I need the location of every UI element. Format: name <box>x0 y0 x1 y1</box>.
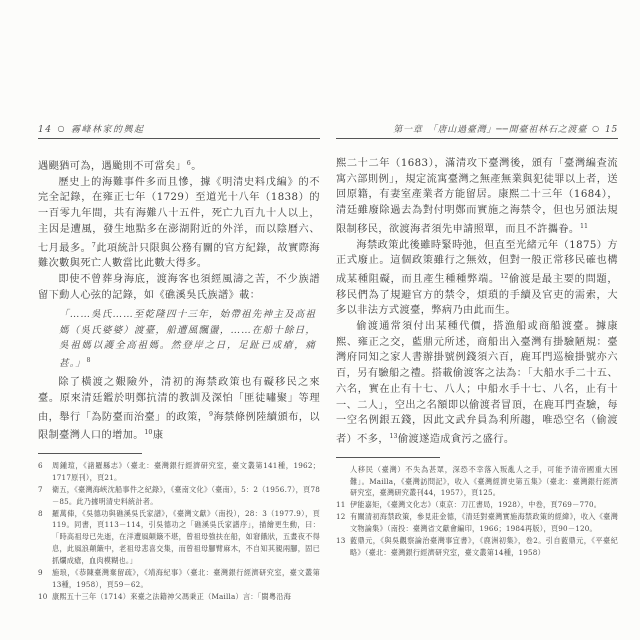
header-ornament-icon: ○ <box>57 124 66 133</box>
footnote-text: 羅萬俥，《吳德功與礁溪吳氏家譜》，《臺灣文獻》（南投），28：3（1977.9），頁119。同書，頁113－114，引吳德功之「礁溪吳氏家譜序」，描繪更生動，曰：「時高祖母已先逝，在洋遭風顛簸不堪，曾祖母強扶在船，如窘餓狀，五晝夜不得息，此風浪顛簸中，老祖母悲喜交集，而曾祖母腳臂麻木，不自知其親兩腳，固已抓爛成瘡，血肉模糊也。」 <box>52 508 320 566</box>
footnote-item <box>38 508 320 568</box>
right-page-number: 15 <box>604 125 618 135</box>
footnote-text: 康熙五十三年（1714）來臺之法籍神父馮秉正（Mailla）言：「閩粵沿海 <box>52 591 291 601</box>
footnote-marker: 7 <box>91 241 96 249</box>
body-paragraph: 海禁政策此後雖時緊時弛，但直至光緒元年（1875）方正式廢止。這個政策雖行之無效，但對一般正常移民確也構成某種阻礙，而且產生種種弊端。$^{12}$偷渡是最主要的問題，移民們為了規避官方的禁令，煩瑣的手續及官吏的需索，大多以非法方式渡臺，弊病乃由此而生。 <box>336 239 619 317</box>
footnote-text: 有關清初海禁政策，參見莊金德，《清廷對臺灣實施海禁政策的經緯》，收入《臺灣文物論集》（南投：臺灣省文獻會編印，1966；1984再版），頁90－120。 <box>350 512 618 534</box>
footnote-item <box>336 511 618 535</box>
footnote-marker: 11 <box>580 222 589 230</box>
footnote-number: 13 <box>336 536 346 546</box>
left-page-header <box>38 122 320 139</box>
footnote-text: 周鍾瑄，《諸羅縣志》（臺北：臺灣銀行經濟研究室，臺文叢第141種，1962；1717原刊），頁21。 <box>52 460 320 482</box>
footnote-marker: 13 <box>389 432 398 440</box>
footnote-marker: 12 <box>500 272 509 280</box>
footnote-item <box>336 499 618 511</box>
body-paragraph: 偷渡通常須付出某種代價，搭漁船或商船渡臺。據康熙、雍正之交，藍鼎元所述，商船出入臺灣有掛驗陋規：臺灣府同知之家人書辦掛號例錢須六百，鹿耳門巡檢掛號亦六百，另有驗船之禮。搭載偷渡客之法為：「大船水手二十五、六名，實在止有十七、八人；中船水手十七、八名，止有十一、二人」，空出之名額即以偷渡者冒頂，在鹿耳門查驗，每一空名例銀五錢，因此文武弁員為利所趨，唯恐空名（偷渡者）不多，$^{13}$偷渡遂造成貪污之盛行。 <box>336 321 618 445</box>
left-footnote-separator <box>38 453 142 454</box>
footnote-item <box>38 567 320 591</box>
body-paragraph: 除了橫渡之艱險外，清初的海禁政策也有礙移民之來臺。原來清廷鑑於明鄭抗清的教訓及深怕「匪徒嘯聚」等理由，舉行「為防臺而治臺」的政策，$^9$海禁條例陸續頒布，以限制臺灣人口的增加。$^{10}$康 <box>38 377 320 442</box>
footnote-marker: 6 <box>186 160 191 167</box>
footnote-item <box>336 535 618 559</box>
left-page-number: 14 <box>38 125 53 135</box>
footnote-text: 藍鼎元，《與吳觀察論治臺灣事宜書》，《鹿洲初集》，卷2。引自藍鼎元，《平臺紀略》（臺北：臺灣銀行經濟研究室，臺文叢第14種，1958） <box>350 536 618 557</box>
footnote-text: 衛五，《臺灣海峽沈船事件之紀錄》，《臺南文化》（臺南），5：2（1956.7），頁78－85。此乃據明清史料統計者。 <box>52 484 320 506</box>
footnote-item <box>38 591 320 603</box>
left-page <box>38 122 320 603</box>
footnote-item <box>38 460 320 484</box>
body-paragraph: 熙二十二年（1683），滿清攻下臺灣後，頒有「臺灣編查流寓六部則例」，規定流寓臺灣之無產無業與犯徒罪以上者，送回原籍，有妻室產業者方能留居。康熙二十三年（1684），清廷雖廢除過去為對付明鄭而實施之海禁令，但也另頒法規限制移民，欲渡海者須先申請照單，而且不許攜眷。$^{11}$ <box>336 158 618 235</box>
book-title: 霧峰林家的興起 <box>70 125 145 135</box>
footnote-number: 7 <box>38 484 43 494</box>
footnote-number: 9 <box>38 568 43 578</box>
footnote-number: 8 <box>38 508 43 518</box>
footnote-text: 人移民（臺灣）不失為甚眾，深恐不幸落入叛亂人之手，可能予清帝國重大困難」。Mailla，《臺灣訪問記》，收入《臺灣經濟史第五集》（臺北：臺灣銀行經濟研究室，臺灣研究叢刊44，1957），頁125。 <box>350 464 618 498</box>
body-paragraph: 歷史上的海難事件多而且慘，據《明清史料戊編》的不完全記錄，在雍正七年（1729）至道光十八年（1838）的一百零九年間，共有海難八十五件，死亡九百九十人以上，主因是遭風，發生地點多在澎湖附近的外洋，而以陰曆六、七月最多。$^7$此項統計只限與公務有關的官方紀錄，故實際海難次數與死亡人數當比此數大得多。 <box>38 176 320 270</box>
footnote-text: 伊能嘉矩，《臺灣文化志》（東京：刀江書局，1928），中卷，頁769－770。 <box>350 500 602 510</box>
footnote-number: 12 <box>336 512 346 522</box>
footnote-item <box>38 484 320 508</box>
right-page <box>336 122 618 603</box>
left-body-text <box>38 156 320 444</box>
footnote-number: 6 <box>38 460 43 470</box>
quote-block: 「……吳氏……至乾隆四十三年，始帶祖先神主及高祖媽（吳氏婆婆）渡臺，船遭風飄盪，……在船十餘日，吳祖媽以護全高祖媽。然登岸之日，足趾已成瘡，痛甚。」$^8$ <box>59 309 316 369</box>
right-footnote-separator <box>336 457 440 458</box>
footnote-number: 11 <box>336 500 346 510</box>
chapter-label: 第一章 <box>393 125 423 135</box>
footnote-number: 10 <box>38 591 48 601</box>
header-ornament-icon: ○ <box>592 124 600 133</box>
right-page-header <box>336 122 618 139</box>
footnote-marker: 8 <box>86 356 91 364</box>
footnote-text: 施琅，《恭陳臺灣棄留疏》，《靖海紀事》（臺北：臺灣銀行經濟研究室，臺文叢第13種，1958），頁59－62。 <box>52 568 320 590</box>
left-footnotes <box>38 460 320 603</box>
footnote-marker: 9 <box>208 410 213 418</box>
footnote-item <box>336 464 618 500</box>
right-footnotes <box>336 464 618 559</box>
right-body-text <box>336 156 618 448</box>
body-paragraph: 即使不曾葬身海底，渡海客也須經風濤之苦，不少族譜留下動人心弦的記錄，如《礁溪吳氏族譜》載： <box>38 273 320 301</box>
body-paragraph: 遇颶猶可為，遇颱則不可當矣」$^6$。 <box>38 160 202 172</box>
chapter-title: 「唐山過臺灣」──開臺祖林石之渡臺 <box>427 125 588 135</box>
footnote-marker: 10 <box>144 429 153 437</box>
footnote-number <box>336 464 347 500</box>
